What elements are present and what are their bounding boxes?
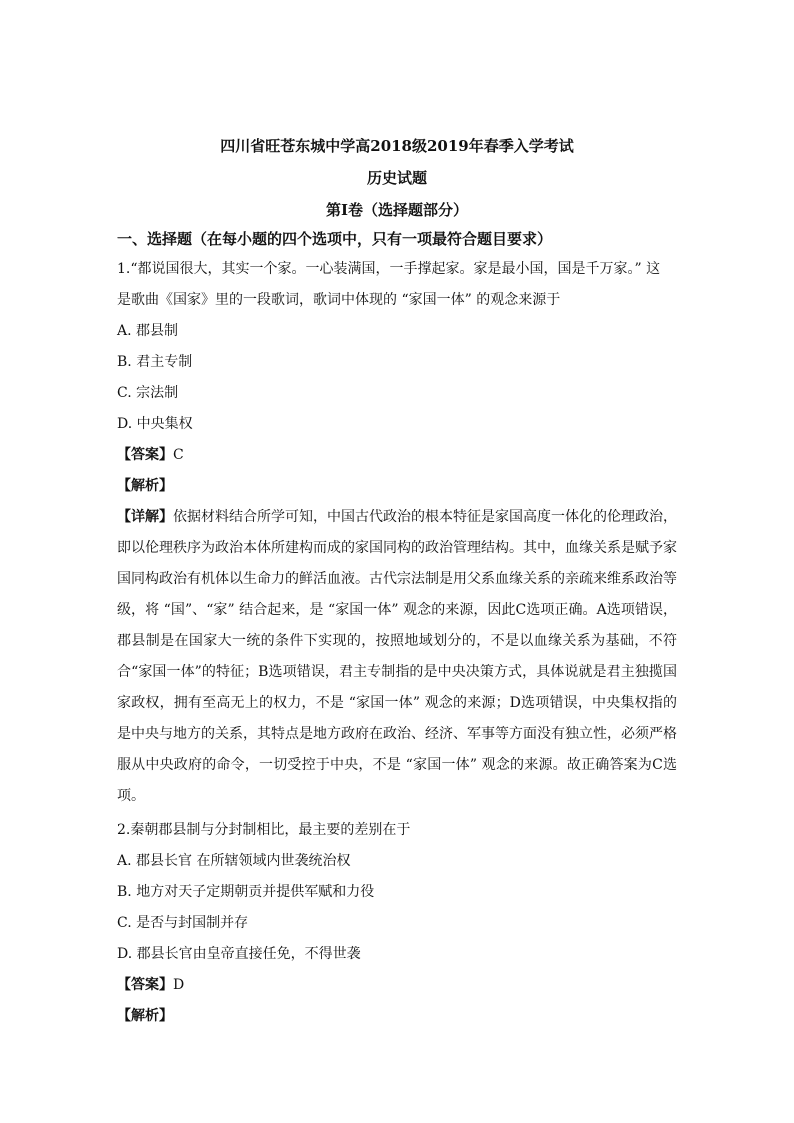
question-1 bbox=[117, 254, 677, 812]
title-block bbox=[0, 130, 794, 226]
exam-subject: 历史试题 bbox=[366, 169, 427, 187]
exam-title: 四川省旺苍东城中学高2018级2019年春季入学考试 bbox=[220, 137, 574, 155]
detail-text: 依据材料结合所学可知，中国古代政治的根本特征是家国高度一体化的伦理政治，即以伦理秩序为政治本体所建构而成的家国同构的政治管理结构。其中，血缘关系是赋予家国同构政治有机体以生命力的鲜活血液。古代宗法制是用父系血缘关系的亲疏来维系政治等级，将 “国”、“家” 结合起来，是 “家国一体” 观念的来源，因此C选项正确。A选项错误，郡县制是在国家大一统的条件下实现的，按照地域划分的，不是以血缘关系为基础，不符合“家国一体”的特征；B选项错误，君主专制指的是中央决策方式，具体说就是君主独揽国家政权，拥有至高无上的权力，不是 “家国一体” 观念的来源；D选项错误，中央集权指的是中央与地方的关系，其特点是地方政府在政治、经济、军事等方面没有独立性，必须严格服从中央政府的命令，一切受控于中央，不是 “家国一体” 观念的来源。故正确答案为C选项。 bbox=[117, 509, 677, 804]
analysis-tag: 【解析】 bbox=[117, 1008, 173, 1024]
answer-tag: 【答案】 bbox=[117, 447, 173, 463]
option-d: D. 郡县长官由皇帝直接任免，不得世袭 bbox=[117, 946, 361, 962]
question-stem: 是歌曲《国家》里的一段歌词，歌词中体现的 “家国一体” 的观念来源于 bbox=[117, 292, 561, 308]
option-c: C. 宗法制 bbox=[117, 385, 179, 401]
exam-part: 第Ⅰ卷（选择题部分） bbox=[325, 201, 469, 219]
option-b: B. 君主专制 bbox=[117, 354, 193, 370]
answer-value: C bbox=[173, 447, 184, 463]
section-heading: 一、选择题（在每小题的四个选项中，只有一项最符合题目要求） bbox=[117, 230, 553, 248]
answer-tag: 【答案】 bbox=[117, 977, 173, 993]
answer-line bbox=[117, 970, 677, 1001]
detail-tag: 【详解】 bbox=[117, 509, 173, 525]
option-d: D. 中央集权 bbox=[117, 416, 193, 432]
option-a: A. 郡县长官 在所辖领域内世袭统治权 bbox=[117, 853, 351, 869]
question-stem: 1.“都说国很大，其实一个家。一心装满国，一手撑起家。家是最小国，国是千万家。” 这 bbox=[117, 261, 661, 277]
answer-line bbox=[117, 440, 677, 471]
answer-value: D bbox=[173, 977, 185, 993]
analysis-tag: 【解析】 bbox=[117, 478, 173, 494]
question-2 bbox=[117, 815, 677, 1032]
option-c: C. 是否与封国制并存 bbox=[117, 915, 249, 931]
option-a: A. 郡县制 bbox=[117, 323, 179, 339]
detail-paragraph bbox=[117, 502, 677, 812]
option-b: B. 地方对天子定期朝贡并提供军赋和力役 bbox=[117, 884, 375, 900]
question-stem: 2.秦朝郡县制与分封制相比，最主要的差别在于 bbox=[117, 822, 411, 838]
